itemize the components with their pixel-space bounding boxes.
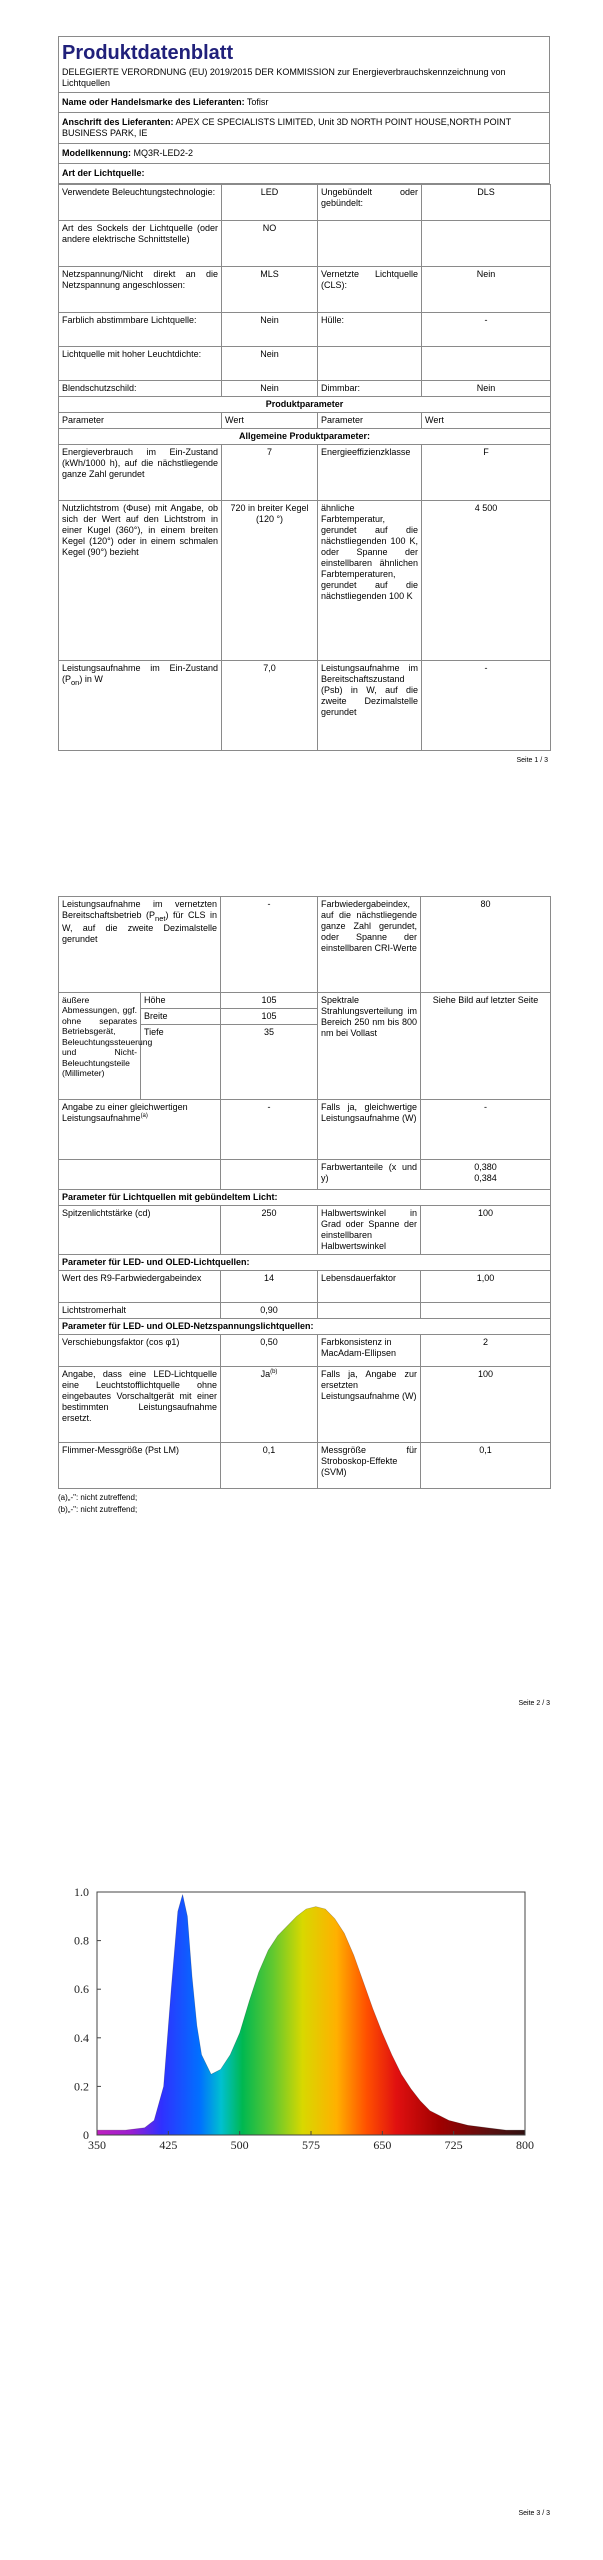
model-label: Modellkennung:: [62, 148, 131, 159]
footnote-a: (a)„-": nicht zutreffend;: [58, 1492, 138, 1502]
page-number: Seite 1 / 3: [516, 757, 548, 765]
cell-lumen-maintenance-value: 0,90: [221, 1302, 318, 1318]
page-number: Seite 3 / 3: [518, 2510, 550, 2517]
footnote-marker: (a): [140, 1112, 148, 1119]
cell-standby-value: -: [422, 661, 551, 751]
led-header: Parameter für LED- und OLED-Lichtquellen:: [59, 1254, 551, 1270]
footnote-marker: (b): [270, 1368, 278, 1375]
cell-empty: [221, 1160, 318, 1190]
cell-cct-value: 4 500: [422, 501, 551, 661]
cell-empty: [59, 1160, 221, 1190]
directional-header: Parameter für Lichtquellen mit gebündeltem Licht:: [59, 1190, 551, 1206]
table-row: [59, 221, 551, 267]
cell-cct-label: ähnliche Farbtemperatur, gerundet auf die nächstliegenden 100 K, oder Spanne der einstellbaren ähnlichen Farbtemperaturen, gerundet auf die nächstliegenden 100 K: [318, 501, 422, 661]
cell-technology-label: Verwendete Beleuchtungstechnologie:: [59, 185, 222, 221]
cell-displacement-value: 0,50: [221, 1334, 318, 1366]
x-tick-label: 725: [444, 2138, 463, 2150]
x-tick-label: 650: [373, 2138, 392, 2150]
footnote-b: (b)„-": nicht zutreffend;: [58, 1504, 138, 1514]
cell-dimmable-value: Nein: [422, 381, 551, 397]
mains-header: Parameter für LED- und OLED-Netzspannungslichtquellen:: [59, 1318, 551, 1334]
cell-dimensions-label: äußere Abmessungen, ggf. ohne separates Betriebsgerät, Beleuchtungssteuerung und Nicht-Beleuchtungsteile (Millimeter): [59, 993, 141, 1100]
cell-width-value: 105: [221, 1009, 318, 1025]
table-row: [59, 445, 551, 501]
cell-empty: [318, 221, 422, 267]
cell-depth-label: Tiefe: [141, 1025, 221, 1100]
column-header: Wert: [422, 413, 551, 429]
equivalent-power-text: Angabe zu einer gleichwertigen Leistungsaufnahme: [62, 1102, 188, 1123]
table-row: [59, 185, 551, 221]
x-tick-label: 800: [516, 2138, 534, 2150]
cell-dimmable-label: Dimmbar:: [318, 381, 422, 397]
table-row: [59, 1270, 551, 1302]
table-row: [59, 413, 551, 429]
cell-energy-value: 7: [222, 445, 318, 501]
cell-cls-label: Vernetzte Lichtquelle (CLS):: [318, 267, 422, 313]
cell-equivalent-power-claim-label: Falls ja, gleichwertige Leistungsaufnahme (W): [318, 1100, 421, 1160]
cell-peak-intensity-label: Spitzenlichtstärke (cd): [59, 1205, 221, 1254]
cell-empty: [318, 347, 422, 381]
cell-equivalent-power-label: [59, 1100, 221, 1160]
cell-luminance-label: Lichtquelle mit hoher Leuchtdichte:: [59, 347, 222, 381]
table-row: [59, 1254, 551, 1270]
cell-equivalent-power-claim-value: -: [421, 1100, 551, 1160]
cell-envelope-label: Hülle:: [318, 313, 422, 347]
cell-replacement-label: Angabe, dass eine LED-Lichtquelle eine Leuchtstofflichtquelle ohne eingebautes Vorschaltgerät mit einer bestimmten Leistungsaufnahme ersetzt.: [59, 1366, 221, 1442]
cell-equivalent-power-value: -: [221, 1100, 318, 1160]
on-power-text: Leistungsaufnahme im Ein-Zustand (P: [62, 663, 218, 685]
cell-spectrum-value: Siehe Bild auf letzter Seite: [421, 993, 551, 1100]
y-tick-label: 0.4: [74, 2030, 89, 2045]
supplier-name-label: Name oder Handelsmarke des Lieferanten:: [62, 97, 245, 108]
cell-empty: [421, 1302, 551, 1318]
cell-flicker-value: 0,1: [221, 1442, 318, 1488]
cell-mains-value: MLS: [222, 267, 318, 313]
cell-cap-label: Art des Sockels der Lichtquelle (oder andere elektrische Schnittstelle): [59, 221, 222, 267]
header-box: [58, 36, 550, 93]
table-row: [59, 1334, 551, 1366]
cell-height-label: Höhe: [141, 993, 221, 1009]
page-2: [58, 896, 550, 1514]
cell-beam-angle-value: 100: [421, 1205, 551, 1254]
y-tick-label: 0: [83, 2128, 89, 2142]
page-title: Produktdatenblatt: [62, 42, 234, 64]
supplier-address: APEX CE SPECIALISTS LIMITED, Unit 3D NORTH POINT HOUSE,NORTH POINT BUSINESS PARK, IE: [62, 117, 511, 139]
table-row: [59, 313, 551, 347]
cell-displacement-label: Verschiebungsfaktor (cos φ1): [59, 1334, 221, 1366]
table-row: [59, 661, 551, 751]
cell-mains-label: Netzspannung/Nicht direkt an die Netzspannung angeschlossen:: [59, 267, 222, 313]
network-standby-text-end: ) für CLS in W, auf die zweite Dezimalstelle gerundet: [62, 909, 217, 944]
replacement-value-text: Ja: [260, 1368, 271, 1379]
table-row: [59, 1190, 551, 1206]
y-tick-label: 0.2: [74, 2079, 89, 2094]
supplier-address-label: Anschrift des Lieferanten:: [62, 117, 174, 128]
supplier-name: Tofisr: [246, 97, 269, 108]
cell-svm-label: Messgröße für Stroboskop-Effekte (SVM): [318, 1442, 421, 1488]
network-standby-subscript: net: [155, 913, 166, 923]
cell-replacement-value: [221, 1366, 318, 1442]
cell-on-power-label: [59, 661, 222, 751]
cell-replacement-power-value: 100: [421, 1366, 551, 1442]
on-power-text-end: ) in W: [79, 674, 103, 685]
table-row: [59, 1160, 551, 1190]
cell-cri-value: 80: [421, 897, 551, 993]
supplier-name-row: [58, 93, 550, 113]
page-1: [58, 36, 550, 771]
light-source-type-header: Art der Lichtquelle:: [58, 164, 550, 184]
cell-cri-label: Farbwiedergabeindex, auf die nächstliegende ganze Zahl gerundet, oder Spanne der einstellbaren CRI-Werte: [318, 897, 421, 993]
product-parameters-header: Produktparameter: [59, 397, 551, 413]
cell-depth-value: 35: [221, 1025, 318, 1100]
cell-network-standby-value: -: [221, 897, 318, 993]
cell-r9-value: 14: [221, 1270, 318, 1302]
cell-survival-label: Lebensdauerfaktor: [318, 1270, 421, 1302]
table-row: [59, 1366, 551, 1442]
table-row: [59, 381, 551, 397]
model-id: MQ3R-LED2-2: [133, 148, 194, 159]
table-row: [59, 897, 551, 993]
table-row: [59, 1100, 551, 1160]
light-source-table: [58, 184, 551, 751]
cell-cap-value: NO: [222, 221, 318, 267]
cell-flux-value: 720 in breiter Kegel (120 °): [222, 501, 318, 661]
table-row: [59, 501, 551, 661]
cell-luminance-value: Nein: [222, 347, 318, 381]
y-tick-label: 0.6: [74, 1982, 89, 1997]
x-tick-label: 575: [302, 2138, 320, 2150]
cell-cls-value: Nein: [422, 267, 551, 313]
table-row: [59, 1318, 551, 1334]
table-row: [59, 1205, 551, 1254]
cell-empty: [318, 1302, 421, 1318]
supplier-address-row: [58, 113, 550, 144]
y-tick-label: 0.8: [74, 1933, 89, 1948]
regulation-text: DELEGIERTE VERORDNUNG (EU) 2019/2015 DER KOMMISSION zur Energieverbrauchskennzeichnung von Lichtquellen: [62, 67, 506, 89]
table-row: [59, 1302, 551, 1318]
cell-tunable-value: Nein: [222, 313, 318, 347]
column-header: Wert: [222, 413, 318, 429]
cell-chromaticity-value: 0,380 0,384: [421, 1160, 551, 1190]
cell-empty: [422, 347, 551, 381]
cell-survival-value: 1,00: [421, 1270, 551, 1302]
table-row: [59, 1442, 551, 1488]
x-tick-label: 500: [230, 2138, 249, 2150]
cell-svm-value: 0,1: [421, 1442, 551, 1488]
cell-width-label: Breite: [141, 1009, 221, 1025]
network-standby-text: Leistungsaufnahme im vernetzten Bereitschaftsbetrieb (P: [62, 899, 217, 920]
table-row: [59, 993, 551, 1009]
cell-network-standby-label: [59, 897, 221, 993]
cell-chromaticity-label: Farbwertanteile (x und y): [318, 1160, 421, 1190]
cell-efficiency-class-label: Energieeffizienzklasse: [318, 445, 422, 501]
cell-on-power-value: 7,0: [222, 661, 318, 751]
cell-flicker-label: Flimmer-Messgröße (Pst LM): [59, 1442, 221, 1488]
page-number: Seite 2 / 3: [518, 1700, 550, 1707]
cell-directional-value: DLS: [422, 185, 551, 221]
cell-standby-label: Leistungsaufnahme im Bereitschaftszustand (Psb) in W, auf die zweite Dezimalstelle gerundet: [318, 661, 422, 751]
cell-tunable-label: Farblich abstimmbare Lichtquelle:: [59, 313, 222, 347]
cell-flux-label: Nutzlichtstrom (Φuse) mit Angabe, ob sich der Wert auf den Lichtstrom in einer Kugel (360°), in einem breiten Kegel (120°) oder in einem schmalen Kegel (90°) bezieht: [59, 501, 222, 661]
x-tick-label: 425: [159, 2138, 178, 2150]
model-row: [58, 144, 550, 164]
cell-envelope-value: -: [422, 313, 551, 347]
cell-empty: [422, 221, 551, 267]
cell-beam-angle-label: Halbwertswinkel in Grad oder Spanne der einstellbaren Halbwertswinkel: [318, 1205, 421, 1254]
column-header: Parameter: [318, 413, 422, 429]
cell-glare-value: Nein: [222, 381, 318, 397]
cell-r9-label: Wert des R9-Farbwiedergabeindex: [59, 1270, 221, 1302]
cell-replacement-power-label: Falls ja, Angabe zur ersetzten Leistungsaufnahme (W): [318, 1366, 421, 1442]
spectrum-area: [97, 1894, 525, 2135]
cell-efficiency-class-value: F: [422, 445, 551, 501]
general-parameters-header: Allgemeine Produktparameter:: [59, 429, 551, 445]
cell-glare-label: Blendschutzschild:: [59, 381, 222, 397]
on-power-subscript: on: [71, 677, 80, 687]
table-row: [59, 347, 551, 381]
table-row: [59, 397, 551, 413]
parameters-table-continued: [58, 896, 551, 1489]
x-tick-label: 350: [88, 2138, 106, 2150]
cell-peak-intensity-value: 250: [221, 1205, 318, 1254]
cell-technology-value: LED: [222, 185, 318, 221]
cell-lumen-maintenance-label: Lichtstromerhalt: [59, 1302, 221, 1318]
table-row: [59, 267, 551, 313]
cell-macadam-label: Farbkonsistenz in MacAdam-Ellipsen: [318, 1334, 421, 1366]
cell-energy-label: Energieverbrauch im Ein-Zustand (kWh/1000 h), auf die nächstliegende ganze Zahl gerundet: [59, 445, 222, 501]
cell-macadam-value: 2: [421, 1334, 551, 1366]
cell-height-value: 105: [221, 993, 318, 1009]
table-row: [59, 429, 551, 445]
cell-spectrum-label: Spektrale Strahlungsverteilung im Bereich 250 nm bis 800 nm bei Vollast: [318, 993, 421, 1100]
spectral-distribution-chart: [0, 1870, 603, 2150]
y-tick-label: 1.0: [74, 1885, 89, 1899]
column-header: Parameter: [59, 413, 222, 429]
cell-directional-label: Ungebündelt oder gebündelt:: [318, 185, 422, 221]
